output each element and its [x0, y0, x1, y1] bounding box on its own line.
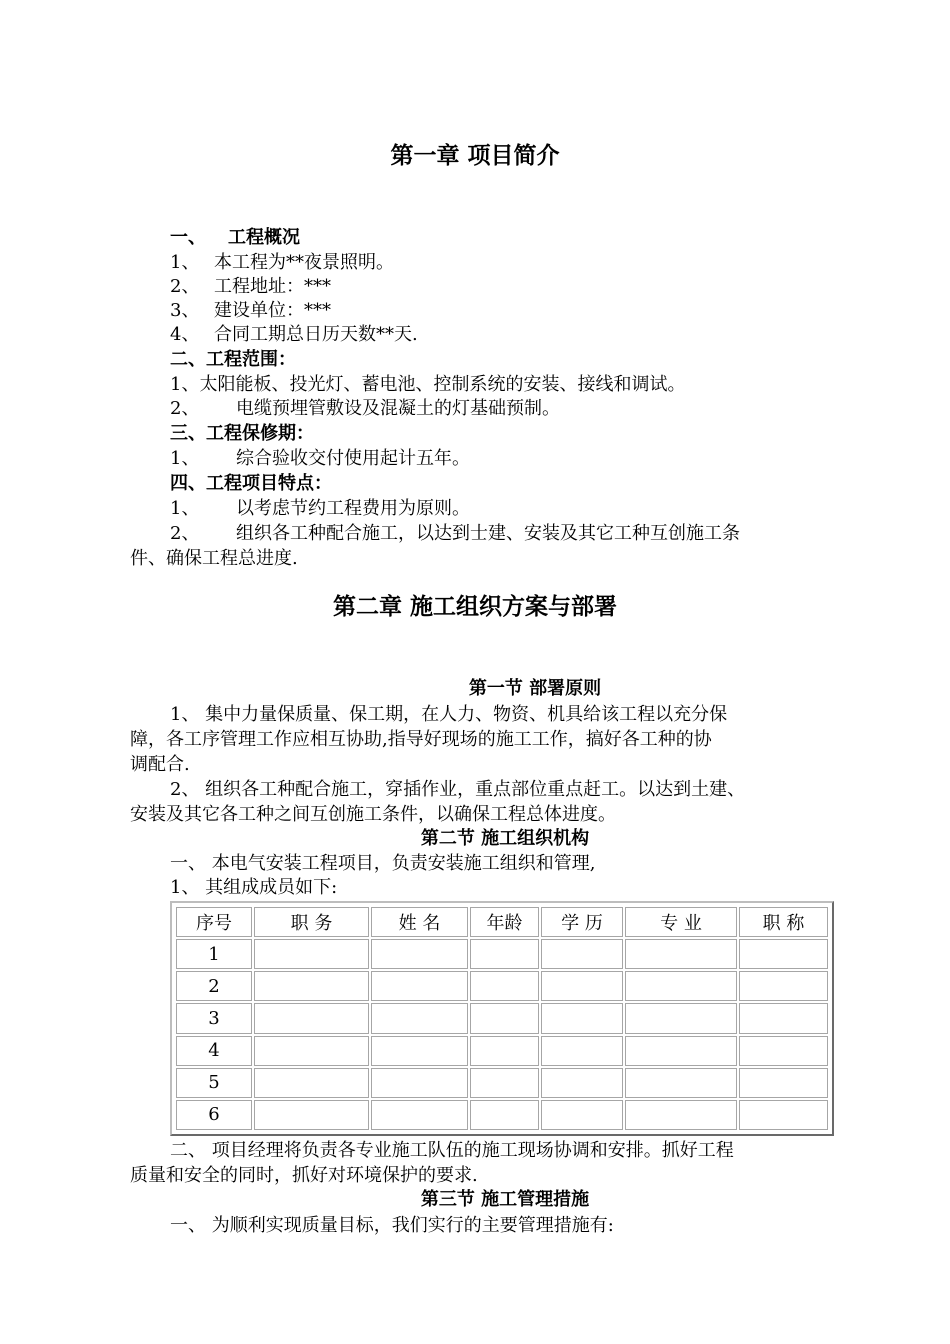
chapter2-title: 第二章 施工组织方案与部署 [332, 594, 617, 620]
list-item [170, 497, 470, 521]
section2-heading: 二、工程范围： [170, 349, 296, 370]
table-cell [371, 971, 468, 1001]
table-cell [470, 1003, 539, 1033]
table-header: 专 业 [625, 907, 737, 937]
table-cell [470, 1068, 539, 1098]
paragraph-line: 一、 本电气安装工程项目，负责安装施工组织和管理, [170, 853, 596, 874]
table-cell: 3 [176, 1003, 252, 1033]
table-cell [739, 971, 828, 1001]
chapter1-title: 第一章 项目简介 [390, 143, 560, 169]
item-number: 1、 [170, 448, 200, 469]
table-cell [254, 1100, 369, 1130]
table-cell [371, 1003, 468, 1033]
section1-heading [170, 226, 300, 250]
table-cell [625, 1003, 737, 1033]
table-cell [371, 1068, 468, 1098]
table-cell: 2 [176, 971, 252, 1001]
list-item [170, 251, 394, 275]
section4-heading: 四、工程项目特点： [170, 473, 332, 494]
table-cell [470, 1100, 539, 1130]
table-cell [739, 939, 828, 969]
table-cell [254, 1036, 369, 1066]
item-text: 以考虑节约工程费用为原则。 [236, 498, 470, 519]
paragraph-line: 障，各工序管理工作应相互协助,指导好现场的施工工作，搞好各工种的协 [130, 729, 712, 750]
section1-number: 一、 [170, 227, 206, 248]
section-title: 第二节 施工组织机构 [420, 828, 590, 849]
item-text: 综合验收交付使用起计五年。 [236, 448, 470, 469]
section1-title: 工程概况 [228, 227, 300, 248]
table-cell [541, 1036, 623, 1066]
table-header: 年龄 [470, 907, 539, 937]
item-text: 工程地址：*** [214, 276, 331, 297]
table-cell [625, 1036, 737, 1066]
paragraph-line: 质量和安全的同时，抓好对环境保护的要求. [130, 1165, 478, 1186]
list-item [170, 397, 560, 421]
table-cell [254, 971, 369, 1001]
item-text: 电缆预埋管敷设及混凝土的灯基础预制。 [236, 398, 560, 419]
paragraph-line: 1、 集中力量保质量、保工期，在人力、物资、机具给该工程以充分保 [170, 704, 728, 725]
list-item [170, 522, 740, 546]
item-text: 本工程为**夜景照明。 [214, 252, 394, 273]
table-cell [470, 1036, 539, 1066]
table-cell: 6 [176, 1100, 252, 1130]
item-number: 2、 [170, 398, 200, 419]
paragraph-line: 调配合. [130, 754, 190, 775]
list-item [170, 275, 331, 299]
table-cell [739, 1036, 828, 1066]
item-text: 组织各工种配合施工，以达到士建、安装及其它工种互创施工条 [236, 523, 740, 544]
paragraph-line: 2、 组织各工种配合施工，穿插作业，重点部位重点赶工。以达到土建、 [170, 779, 746, 800]
table-cell [541, 939, 623, 969]
table-cell [739, 1068, 828, 1098]
section3-heading: 三、工程保修期： [170, 423, 314, 444]
list-item [170, 299, 331, 323]
list-item [170, 447, 470, 471]
table-cell [254, 1068, 369, 1098]
members-table [170, 901, 834, 1136]
table-cell [625, 1068, 737, 1098]
table-cell [625, 1100, 737, 1130]
item-number: 1、 [170, 252, 200, 273]
table-cell [371, 939, 468, 969]
table-cell [739, 1003, 828, 1033]
table-cell [254, 1003, 369, 1033]
table-cell [254, 939, 369, 969]
item-number: 4、 [170, 324, 200, 345]
item-text: 建设单位：*** [214, 300, 331, 321]
table-header: 姓 名 [371, 907, 468, 937]
table-row [176, 1003, 828, 1033]
paragraph-line: 安装及其它各工种之间互创施工条件，以确保工程总体进度。 [130, 804, 616, 825]
table-header: 职 称 [739, 907, 828, 937]
table-header-row [176, 907, 828, 937]
table-row [176, 971, 828, 1001]
list-item: 1、太阳能板、投光灯、蓄电池、控制系统的安装、接线和调试。 [170, 374, 686, 395]
table-cell [470, 971, 539, 1001]
table-cell [470, 939, 539, 969]
table-cell [541, 1003, 623, 1033]
table-cell: 1 [176, 939, 252, 969]
table-header: 序号 [176, 907, 252, 937]
table-cell [541, 1068, 623, 1098]
table-cell [625, 971, 737, 1001]
table-cell [371, 1036, 468, 1066]
table-cell [625, 939, 737, 969]
table-row [176, 1068, 828, 1098]
item-text: 合同工期总日历天数**天. [214, 324, 418, 345]
table-cell [541, 971, 623, 1001]
table-cell [541, 1100, 623, 1130]
paragraph-line: 一、 为顺利实现质量目标，我们实行的主要管理措施有: [170, 1215, 614, 1236]
section-title: 第一节 部署原则 [468, 678, 602, 699]
item-number: 3、 [170, 300, 200, 321]
table-row [176, 1036, 828, 1066]
paragraph-line: 1、 其组成成员如下: [170, 877, 338, 898]
item-number: 2、 [170, 523, 200, 544]
table-cell [371, 1100, 468, 1130]
list-item-continuation: 件、确保工程总进度. [130, 548, 298, 569]
item-number: 2、 [170, 276, 200, 297]
table-header: 职 务 [254, 907, 369, 937]
item-number: 1、 [170, 498, 200, 519]
section-title: 第三节 施工管理措施 [420, 1189, 590, 1210]
paragraph-line: 二、 项目经理将负责各专业施工队伍的施工现场协调和安排。抓好工程 [170, 1140, 734, 1161]
table-cell [739, 1100, 828, 1130]
table-row [176, 939, 828, 969]
list-item [170, 323, 418, 347]
table-header: 学 历 [541, 907, 623, 937]
table-cell: 5 [176, 1068, 252, 1098]
table-cell: 4 [176, 1036, 252, 1066]
table-row [176, 1100, 828, 1130]
